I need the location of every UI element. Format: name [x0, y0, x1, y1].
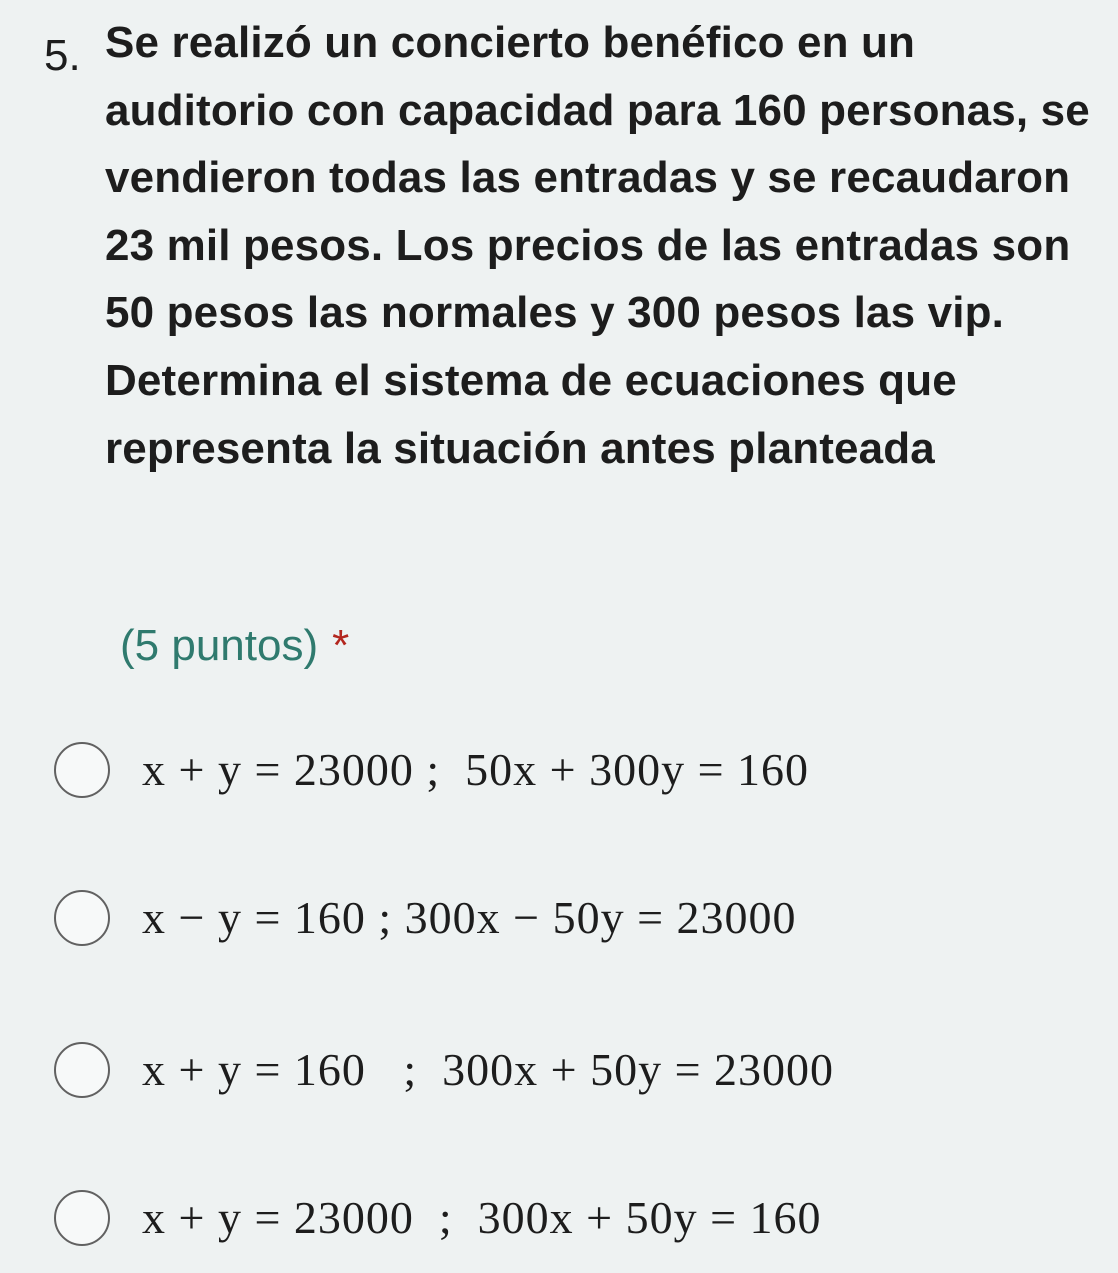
- option-label-1: x + y = 23000 ; 50x + 300y = 160: [142, 744, 810, 795]
- points-label: [120, 616, 349, 676]
- radio-button-3[interactable]: [54, 1042, 110, 1098]
- answer-option-3[interactable]: [52, 1040, 1032, 1112]
- required-asterisk: *: [332, 621, 350, 670]
- radio-button-1[interactable]: [54, 742, 110, 798]
- question-text: Se realizó un concierto benéfico en un auditorio con capacidad para 160 personas, se vendieron todas las entradas y se recaudaron 23 mil pesos. Los precios de las entradas son 50 pesos las normales y 300 pesos las vip. Determina el sistema de ecuaciones que representa la situación antes planteada: [105, 18, 1090, 473]
- answer-option-1[interactable]: [52, 740, 1032, 812]
- radio-button-2[interactable]: [54, 890, 110, 946]
- answer-option-2[interactable]: [52, 888, 1032, 960]
- option-label-3: x + y = 160 ; 300x + 50y = 23000: [142, 1044, 835, 1095]
- answer-option-4[interactable]: [52, 1188, 1032, 1260]
- radio-button-4[interactable]: [54, 1190, 110, 1246]
- question-number: 5.: [44, 31, 81, 80]
- points-text: (5 puntos): [120, 621, 319, 670]
- option-label-4: x + y = 23000 ; 300x + 50y = 160: [142, 1192, 822, 1243]
- option-label-2: x − y = 160 ; 300x − 50y = 23000: [142, 892, 797, 943]
